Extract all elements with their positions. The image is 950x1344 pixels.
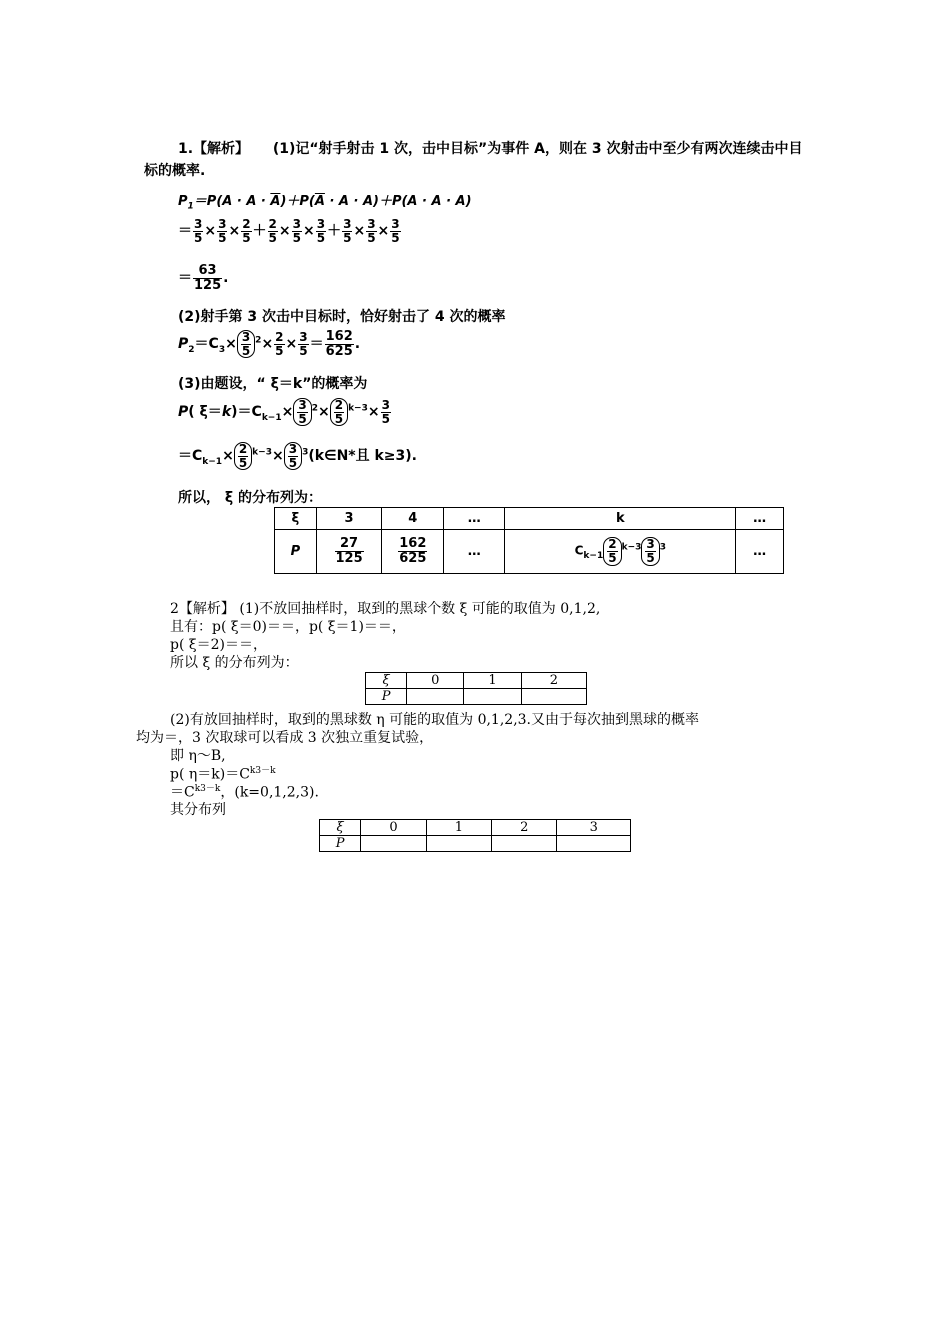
section1-label: 1.【解析】	[178, 141, 250, 157]
section2-line3: p( ξ＝2)＝＝，	[170, 637, 267, 653]
table-header-cell: 0	[407, 673, 464, 689]
table-cell	[492, 836, 557, 852]
table-cell	[464, 689, 521, 705]
table-row-label: P	[320, 836, 361, 852]
part3-condition: (k∈N*且 k≥3).	[308, 448, 417, 465]
table-header-cell: 1	[426, 820, 491, 836]
table-cell	[557, 836, 631, 852]
section1-title-line	[178, 138, 802, 158]
section2-line1: 2【解析】 (1)不放回抽样时，取到的黑球个数 ξ 可能的取值为 0,1,2,	[170, 601, 601, 617]
section1-intro-line1: (1)记“射手射击 1 次，击中目标”为事件 A，则在 3 次射击中至少有两次连续击中目	[272, 141, 803, 157]
p2-formula: $P_2=C_3\times$ $\frac{3}{5}$ $^2$× $\frac{2}{5}$ × $\frac{3}{5}$ ＝ $\frac{162}{625}$ .	[178, 329, 361, 359]
distribution-intro: 所以， ξ 的分布列为：	[178, 490, 323, 506]
table-cell	[426, 836, 491, 852]
p1-result-denominator: 125	[194, 277, 222, 293]
part3-heading: (3)由题设，“ ξ＝k”的概率为	[178, 376, 368, 392]
section2-line8: p( $\eta=k)=C^{k3-k}$	[170, 766, 276, 783]
distribution-table-1	[274, 507, 784, 574]
table-cell: $\frac{162}{625}$	[382, 530, 444, 574]
section2-line10: 其分布列	[170, 802, 226, 818]
table-header-cell: 2	[521, 673, 586, 689]
table-row-label: P	[275, 530, 317, 574]
p3-formula: P( $\xi=k)=C_{k-1}\times$ $\frac{3}{5}$ $^2$× $\frac{2}{5}$ $^{k-3}$× $\frac{3}{5}$	[178, 398, 390, 426]
table-header-cell: 4	[382, 508, 444, 530]
table-row-label: P	[366, 689, 407, 705]
p1-result-numerator: 63	[193, 264, 222, 279]
section2-line6: 均为＝，3 次取球可以看成 3 次独立重复试验，	[136, 730, 434, 746]
part2-heading: (2)射手第 3 次击中目标时，恰好射击了 4 次的概率	[178, 309, 506, 325]
table-cell	[407, 689, 464, 705]
p1-calculation: ＝ $\frac{3}{5}$ × $\frac{3}{5}$ × $\frac{2}{5}$ ＋ $\frac{2}{5}$ × $\frac{3}{5}$ × $\frac{3}{5}$ ＋ $\frac{3}{5}$ × $\frac{3}{5}$ × $\frac{3}{5}$	[178, 217, 400, 245]
p3-simplified: $=C_{k-1}\times$ $\frac{2}{5}$ $^{k-3}$× $\frac{3}{5}$ $^3$(k∈N*且 k≥3).	[178, 442, 417, 470]
table-cell: …	[444, 530, 505, 574]
table-header-cell: 1	[464, 673, 521, 689]
table-header-cell: ξ	[275, 508, 317, 530]
section2-line2: 且有：p( ξ＝0)＝＝，p( ξ＝1)＝＝，	[170, 619, 406, 635]
p1-formula: $P_1=P(A \cdot A \cdot \overline{A})+P(\overline{A} \cdot A \cdot A)+P(A \cdot A \cdot A)$	[178, 194, 472, 212]
section2-line4: 所以 ξ 的分布列为：	[170, 655, 299, 671]
distribution-table-3	[319, 819, 631, 852]
table-cell: …	[736, 530, 784, 574]
table-header-cell: …	[736, 508, 784, 530]
table-header-cell: k	[505, 508, 736, 530]
table-header-cell: …	[444, 508, 505, 530]
p2-result-denominator: 625	[325, 343, 353, 359]
table-cell	[361, 836, 426, 852]
section2-line9: $=C^{k3-k}$，(k=0,1,2,3).	[170, 784, 319, 801]
table-cell	[521, 689, 586, 705]
table-header-cell: 2	[492, 820, 557, 836]
distribution-table-2	[365, 672, 587, 705]
section2-line5: (2)有放回抽样时，取到的黑球数 η 可能的取值为 0,1,2,3.又由于每次抽到黑球的概率	[170, 712, 699, 728]
section1-intro-line2: 标的概率.	[144, 163, 206, 179]
table-header-cell: ξ	[366, 673, 407, 689]
table-header-cell: ξ	[320, 820, 361, 836]
table-cell-formula: $C_{k-1}$ $\frac{2}{5}$ $^{k-3}$ $\frac{3}{5}$ $^3$	[505, 530, 736, 574]
table-header-cell: 3	[557, 820, 631, 836]
table-cell: $\frac{27}{125}$	[316, 530, 382, 574]
section2-line7: 即 η～B,	[170, 748, 226, 764]
table-header-cell: 0	[361, 820, 426, 836]
table-header-cell: 3	[316, 508, 382, 530]
p1-result: ＝ $\frac{63}{125}$ .	[178, 263, 229, 293]
p2-result-numerator: 162	[325, 329, 353, 344]
